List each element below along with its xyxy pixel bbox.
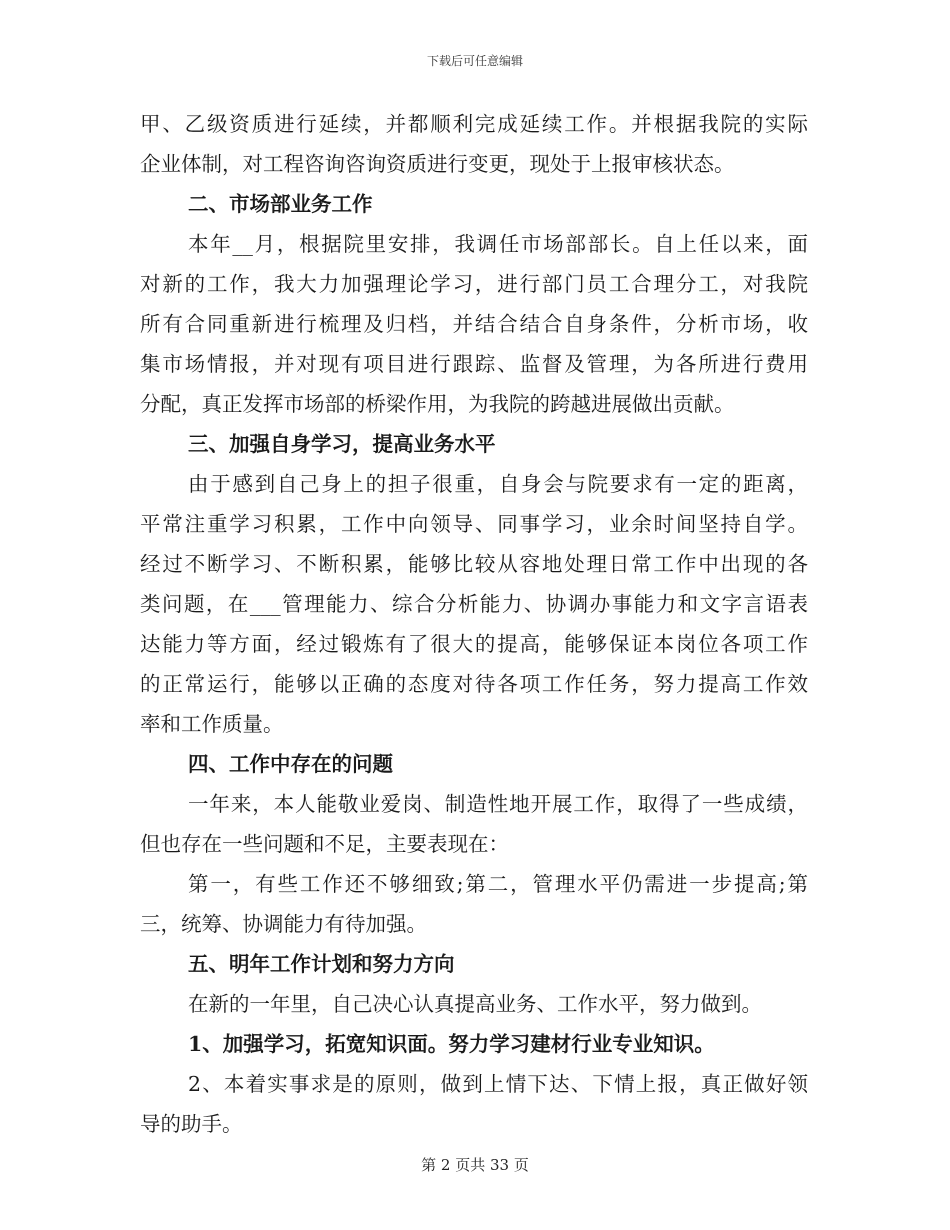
section-heading: 四、工作中存在的问题 <box>188 752 393 776</box>
paragraph-line: 达能力等方面，经过锻炼有了很大的提高，能够保证本岗位各项工作 <box>140 632 808 656</box>
page-header: 下载后可任意编辑 <box>426 54 523 68</box>
paragraph-line: 对新的工作，我大力加强理论学习，进行部门员工合理分工，对我院 <box>140 272 808 296</box>
paragraph-line: 企业体制，对工程咨询咨询资质进行变更，现处于上报审核状态。 <box>140 152 735 176</box>
paragraph-line: 平常注重学习积累，工作中向领导、同事学习，业余时间坚持自学。 <box>140 512 808 536</box>
paragraph-line: 导的助手。 <box>140 1112 243 1136</box>
paragraph-line: 在新的一年里，自己决心认真提高业务、工作水平，努力做到。 <box>188 992 762 1016</box>
paragraph-line: 的正常运行，能够以正确的态度对待各项工作任务，努力提高工作效 <box>140 672 808 696</box>
paragraph-line: 第一，有些工作还不够细致;第二，管理水平仍需进一步提高;第 <box>188 872 808 896</box>
paragraph-line: 本年__月，根据院里安排，我调任市场部部长。自上任以来，面 <box>188 232 808 256</box>
section-heading: 五、明年工作计划和努力方向 <box>188 952 455 976</box>
paragraph-line: 所有合同重新进行梳理及归档，并结合结合自身条件，分析市场，收 <box>140 312 808 336</box>
paragraph-line: 集市场情报，并对现有项目进行跟踪、监督及管理，为各所进行费用 <box>140 352 808 376</box>
section-heading: 1、加强学习，拓宽知识面。努力学习建材行业专业知识。 <box>188 1032 715 1056</box>
paragraph-line: 甲、乙级资质进行延续，并都顺利完成延续工作。并根据我院的实际 <box>140 112 808 136</box>
paragraph-line: 由于感到自己身上的担子很重，自身会与院要求有一定的距离， <box>188 472 808 496</box>
paragraph-line: 经过不断学习、不断积累，能够比较从容地处理日常工作中出现的各 <box>140 552 808 576</box>
section-heading: 二、市场部业务工作 <box>188 192 373 216</box>
paragraph-line: 三，统筹、协调能力有待加强。 <box>140 912 427 936</box>
paragraph-line: 一年来，本人能敬业爱岗、制造性地开展工作，取得了一些成绩， <box>188 792 808 816</box>
paragraph-line: 但也存在一些问题和不足，主要表现在： <box>140 832 509 856</box>
paragraph-line: 率和工作质量。 <box>140 712 284 736</box>
page-footer: 第 2 页共 33 页 <box>421 1156 529 1174</box>
paragraph-line: 类问题，在___管理能力、综合分析能力、协调办事能力和文字言语表 <box>140 592 808 616</box>
document-body <box>140 104 808 1144</box>
section-heading: 三、加强自身学习，提高业务水平 <box>188 432 496 456</box>
paragraph-line: 分配，真正发挥市场部的桥梁作用，为我院的跨越进展做出贡献。 <box>140 392 735 416</box>
paragraph-line: 2、本着实事求是的原则，做到上情下达、下情上报，真正做好领 <box>188 1072 808 1096</box>
